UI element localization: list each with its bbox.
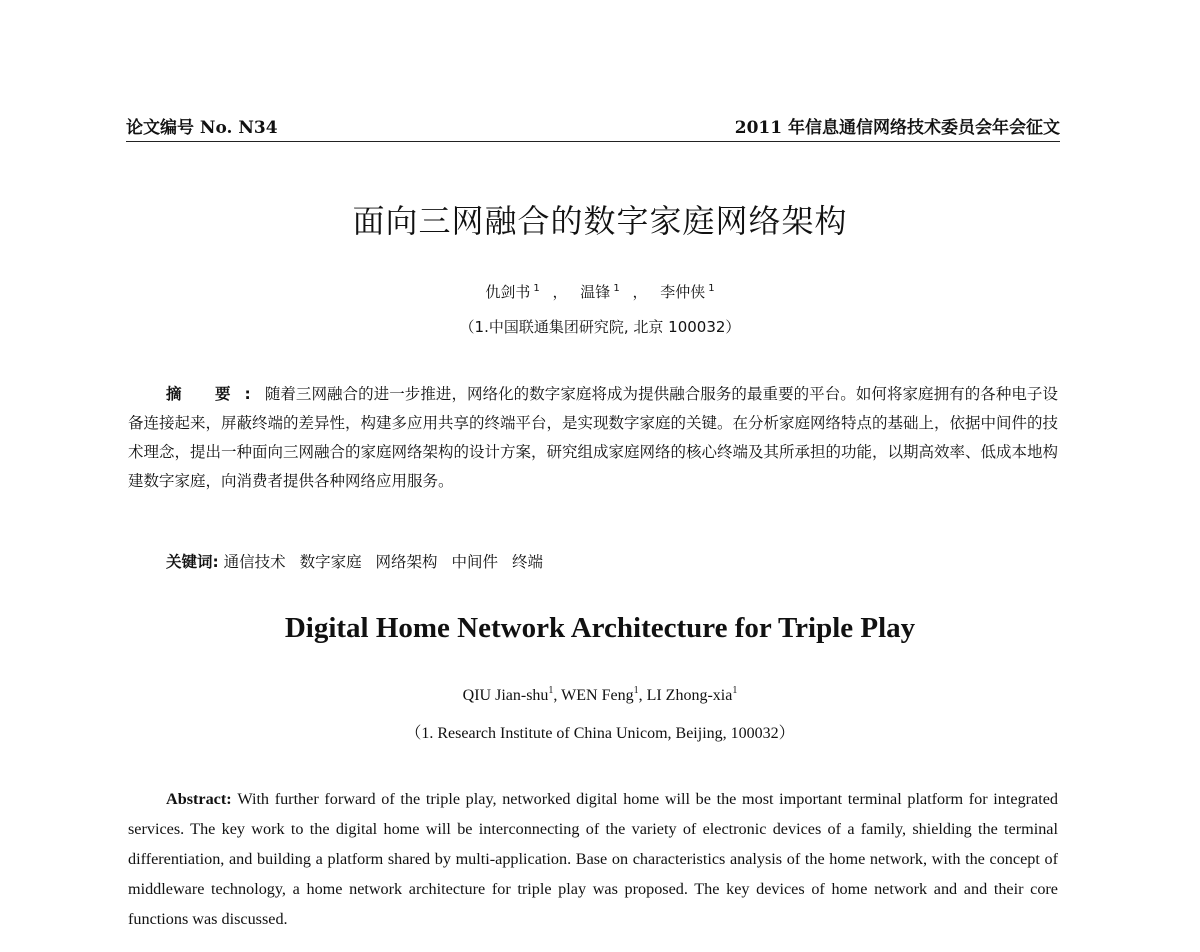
abstract-cn-label: 摘 要:: [166, 385, 265, 403]
author-cn-1: 仇剑书 $^1$: [485, 283, 540, 301]
author-en-1: QIU Jian-shu$^1$,: [462, 685, 562, 704]
keyword: 中间件: [451, 553, 499, 571]
abstract-english: [128, 784, 1058, 934]
keywords-cn-label: 关键词:: [166, 553, 219, 571]
paper-number: 论文编号 No. N34: [126, 118, 278, 138]
page-header: [126, 113, 1060, 142]
keyword: 终端: [511, 553, 543, 571]
keyword: 网络架构: [375, 553, 438, 571]
author-separator: ，: [552, 283, 568, 301]
authors-chinese: [0, 281, 1200, 302]
author-cn-2: 温锋 $^1$: [580, 283, 620, 301]
author-en-3: LI Zhong-xia$^1$: [646, 685, 738, 704]
title-english: Digital Home Network Architecture for Triple Play: [284, 612, 916, 644]
affiliation-english: （1. Research Institute of China Unicom, Beijing, 100032）: [405, 725, 795, 742]
abstract-cn-text: 随着三网融合的进一步推进，网络化的数字家庭将成为提供融合服务的最重要的平台。如何将家庭拥有的各种电子设备连接起来，屏蔽终端的差异性，构建多应用共享的终端平台，是实现数字家庭的关键。在分析家庭网络特点的基础上，依据中间件的技术理念，提出一种面向三网融合的家庭网络架构的设计方案，研究组成家庭网络的核心终端及其所承担的功能，以期高效率、低成本地构建数字家庭，向消费者提供各种网络应用服务。: [128, 385, 1059, 490]
affiliation-chinese: （1.中国联通集团研究院, 北京 100032）: [459, 318, 741, 336]
abstract-chinese: [128, 380, 1058, 496]
author-en-2: WEN Feng$^1$,: [561, 685, 647, 704]
keyword: 数字家庭: [299, 553, 362, 571]
conference-name: 2011 年信息通信网络技术委员会年会征文: [734, 118, 1060, 138]
abstract-en-label: Abstract:: [166, 790, 232, 808]
authors-english: [0, 685, 1200, 705]
keywords-chinese: [166, 550, 552, 572]
author-cn-3: 李仲侠 $^1$: [660, 283, 715, 301]
title-chinese: 面向三网融合的数字家庭网络架构: [352, 202, 848, 240]
keyword: 通信技术: [223, 553, 286, 571]
author-separator: ，: [632, 283, 648, 301]
abstract-en-text: With further forward of the triple play, networked digital home will be the most important terminal platform for integrated services. The key work to the digital home will be interconnecting of the variety of electronic devices of a family, shielding the terminal differentiation, and building a platform shared by multi-application. Base on characteristics analysis of the home network, with the concept of middleware technology, a home network architecture for triple play was proposed. The key devices of home network and and their core functions was discussed.: [128, 790, 1059, 928]
